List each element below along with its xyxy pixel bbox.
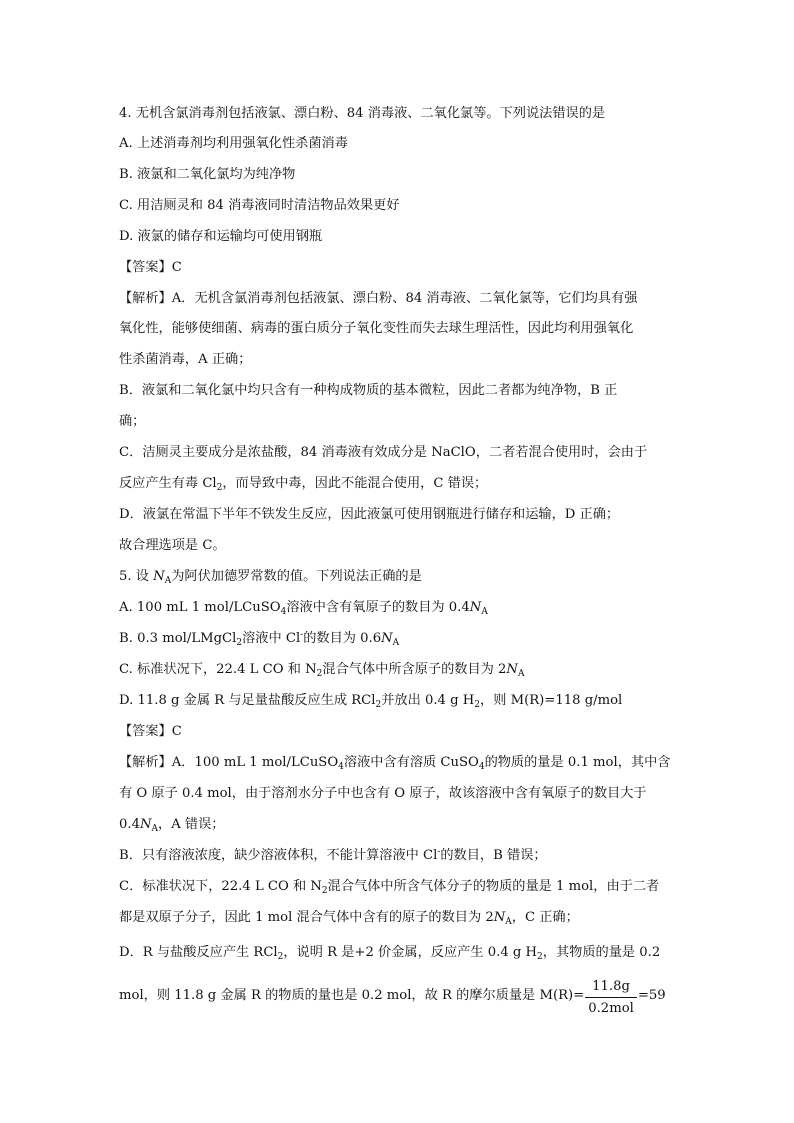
text: 并放出 0.4 g H	[381, 693, 475, 708]
superscript: -	[300, 630, 304, 640]
q5-analysis-d-line2	[119, 976, 666, 1016]
text: 0.4	[119, 817, 140, 832]
text: C．标准状况下，22.4 L CO 和 N	[119, 879, 322, 894]
text: =59	[637, 988, 666, 1003]
text: 都是双原子分子，因此 1 mol 混合气体中含有的原子的数目为 2	[119, 910, 494, 925]
avogadro-symbol: N	[493, 910, 506, 925]
fraction-denominator: 0.2mol	[588, 1000, 634, 1016]
q4-option-c: C. 用洁厕灵和 84 消毒液同时清洁物品效果更好	[119, 198, 400, 213]
q4-analysis-c-line1: C．洁厕灵主要成分是浓盐酸，84 消毒液有效成分是 NaClO，二者若混合使用时，会由于	[119, 445, 648, 460]
q4-analysis-b-line1: B．液氯和二氧化氯中均只含有一种构成物质的基本微粒，因此二者都为纯净物，B 正	[119, 383, 618, 398]
avogadro-symbol: N	[139, 817, 152, 832]
q5-option-c	[119, 661, 524, 679]
text: B．只有溶液浓度，缺少溶液体积，不能计算溶液中 Cl	[119, 848, 438, 863]
q5-analysis-b-line1	[119, 847, 547, 865]
q4-analysis-d-line1: D．液氯在常温下半年不铁发生反应，因此液氯可使用钢瓶进行储存和运输，D 正确；	[119, 507, 620, 522]
text: ，说明 R 是+2 价金属，反应产生 0.4 g H	[283, 945, 538, 960]
text: B. 0.3 mol/LMgCl	[119, 631, 237, 646]
text: mol，则 11.8 g 金属 R 的物质的量也是 0.2 mol，故 R 的摩尔质量是 M(R)=	[119, 988, 585, 1003]
subscript: 2	[236, 638, 243, 648]
molar-mass-fraction	[585, 979, 637, 1017]
text: 混合气体中所含原子的数目为 2	[322, 662, 507, 677]
text: 的数目为 0.6	[303, 631, 382, 646]
superscript: -	[437, 847, 441, 857]
avogadro-symbol: N	[381, 631, 393, 646]
q4-analysis-a-line1: 【解析】A．无机含氯消毒剂包括液氯、漂白粉、84 消毒液、二氧化氯等，它们均具有强	[119, 291, 638, 306]
q5-analysis-d-line1	[119, 944, 660, 962]
q5-analysis-c-line2	[119, 909, 579, 927]
avogadro-symbol: N	[469, 600, 482, 615]
q5-analysis-c-line1	[119, 878, 659, 896]
subscript: 2	[375, 700, 382, 710]
q5-analysis-a-line2: 有 O 原子 0.4 mol，由于溶剂水分子中也含有 O 原子，故该溶液中含有氧原子的数目大于	[119, 786, 647, 801]
text: 的物质的量是 0.1 mol，其中含	[484, 755, 671, 770]
q5-option-b	[119, 630, 399, 648]
text: ，其物质的量是 0.2	[542, 945, 661, 960]
q4-stem: 4. 无机含氯消毒剂包括液氯、漂白粉、84 消毒液、二氧化氯等。下列说法错误的是	[119, 106, 606, 121]
q4-option-d: D. 液氯的储存和运输均可使用钢瓶	[119, 229, 323, 244]
text: 溶液中含有溶质 CuSO	[343, 755, 479, 770]
q4-conclusion: 故合理选项是 C。	[119, 538, 226, 553]
subscript: 4	[280, 607, 287, 617]
text: ，而导致中毒，因此不能混合使用，C 错误；	[222, 476, 488, 491]
text: 混合气体中所含气体分子的物质的量是 1 mol，由于二者	[327, 879, 660, 894]
q5-analysis-a-line1	[119, 754, 670, 772]
q5-option-d	[119, 692, 622, 710]
subscript: 2	[321, 886, 328, 896]
q4-option-a: A. 上述消毒剂均利用强氧化性杀菌消毒	[119, 136, 348, 151]
text: 溶液中 Cl	[242, 631, 301, 646]
avogadro-symbol: N	[506, 662, 518, 677]
subscript: 2	[474, 700, 481, 710]
text: D. 11.8 g 金属 R 与足量盐酸反应生成 RCl	[119, 693, 376, 708]
fraction-numerator: 11.8g	[585, 979, 637, 998]
q5-stem	[119, 568, 422, 586]
q4-analysis-a-line2: 氧化性，能够使细菌、病毒的蛋白质分子氧化变性而失去球生理活性，因此均利用强氧化	[119, 321, 634, 336]
text: 反应产生有毒 Cl	[119, 476, 217, 491]
text: ，则 M(R)=118 g/mol	[480, 693, 623, 708]
subscript: A	[164, 576, 172, 586]
subscript: 2	[216, 483, 223, 493]
subscript: 4	[478, 762, 485, 772]
subscript: 2	[537, 952, 543, 962]
q5-option-a	[119, 599, 488, 617]
q4-analysis-a-line3: 性杀菌消毒，A 正确；	[119, 352, 252, 367]
text: A. 100 mL 1 mol/LCuSO	[119, 600, 281, 615]
avogadro-symbol: N	[153, 569, 165, 584]
q5-analysis-a-line3	[119, 816, 225, 834]
text: ，A 错误；	[158, 817, 225, 832]
q4-analysis-b-line2: 确；	[119, 414, 146, 429]
subscript: A	[517, 669, 525, 679]
q4-analysis-c-line2	[119, 475, 487, 493]
text: ，C 正确；	[511, 910, 579, 925]
subscript: A	[505, 917, 512, 927]
subscript: 2	[316, 669, 323, 679]
subscript: A	[481, 607, 488, 617]
text: 的数目，B 错误；	[440, 848, 547, 863]
subscript: 4	[338, 762, 344, 772]
q4-option-b: B. 液氯和二氧化氯均为纯净物	[119, 167, 296, 182]
text: 为阿伏加德罗常数的值。下列说法正确的是	[171, 569, 422, 584]
subscript: 2	[277, 952, 284, 962]
text: 【解析】A．100 mL 1 mol/LCuSO	[119, 755, 339, 770]
text: 溶液中含有氧原子的数目为 0.4	[286, 600, 470, 615]
text: C. 标准状况下，22.4 L CO 和 N	[119, 662, 317, 677]
subscript: A	[392, 638, 400, 648]
subscript: A	[151, 824, 159, 834]
text: 5. 设	[119, 569, 154, 584]
text: D．R 与盐酸反应产生 RCl	[119, 945, 278, 960]
q4-answer: 【答案】C	[119, 260, 182, 275]
q5-answer: 【答案】C	[119, 724, 182, 739]
